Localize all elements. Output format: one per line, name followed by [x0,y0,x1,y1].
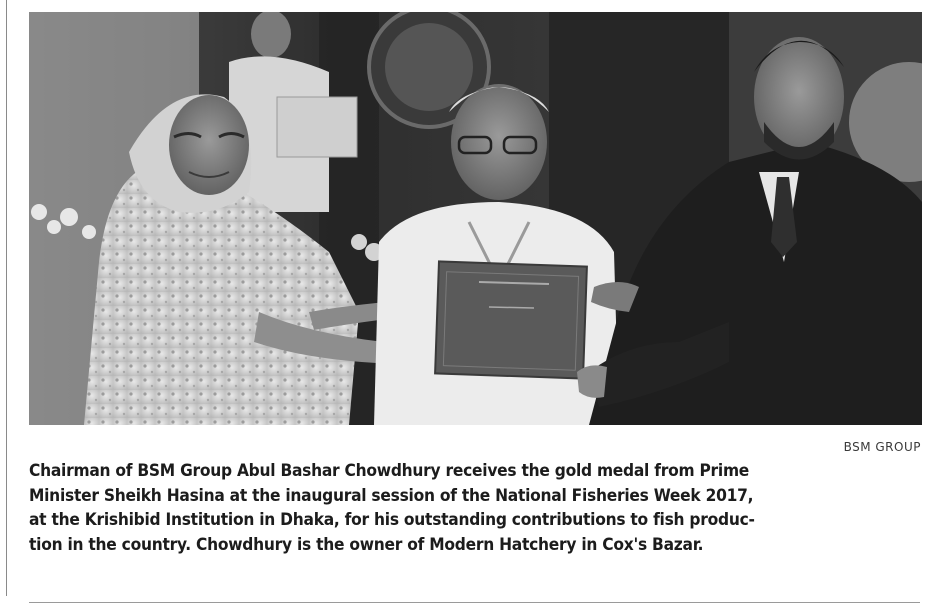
caption-line: at the Krishibid Institution in Dhaka, for his outstanding contributions to fish produc- [29,510,755,530]
caption-line: tion in the country. Chowdhury is the owner of Modern Hatchery in Cox's Bazar. [29,534,704,555]
left-column-rule [6,0,7,596]
photo-caption [29,459,929,557]
photo-credit: BSM GROUP [843,440,921,454]
caption-line: Minister Sheikh Hasina at the inaugural session of the National Fisheries Week 2017, [29,485,754,506]
bottom-divider [29,602,920,603]
caption-line: Chairman of BSM Group Abul Bashar Chowdhury receives the gold medal from Prime [29,461,750,481]
news-photo [29,12,922,425]
